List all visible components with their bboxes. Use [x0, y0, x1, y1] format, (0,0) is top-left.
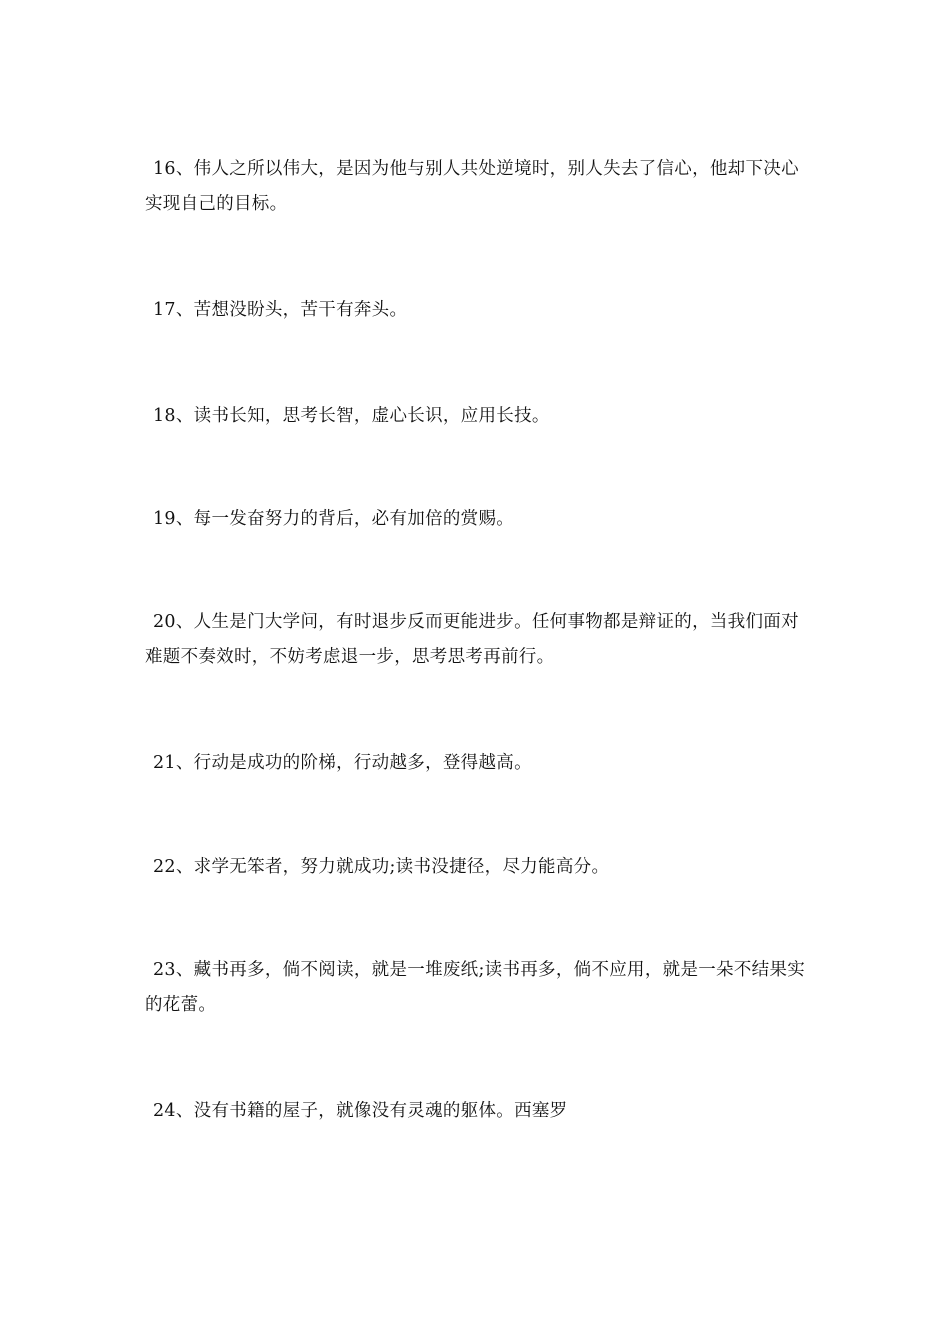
quote-20: 20、人生是门大学问，有时退步反而更能进步。任何事物都是辩证的，当我们面对难题不奏效时，不妨考虑退一步，思考思考再前行。: [145, 612, 799, 667]
quote-18: 18、读书长知，思考长智，虚心长识，应用长技。: [153, 406, 550, 426]
quote-23: 23、藏书再多，倘不阅读，就是一堆废纸;读书再多，倘不应用，就是一朵不结果实的花蕾。: [145, 960, 806, 1015]
quote-17: 17、苦想没盼头，苦干有奔头。: [153, 300, 408, 320]
quote-16: 16、伟人之所以伟大，是因为他与别人共处逆境时，别人失去了信心，他却下决心实现自己的目标。: [145, 159, 799, 214]
quote-24: 24、没有书籍的屋子，就像没有灵魂的躯体。西塞罗: [153, 1101, 568, 1121]
quote-19: 19、每一发奋努力的背后，必有加倍的赏赐。: [153, 509, 515, 529]
quote-21: 21、行动是成功的阶梯，行动越多，登得越高。: [153, 753, 532, 773]
quote-22: 22、求学无笨者，努力就成功;读书没捷径，尽力能高分。: [153, 857, 610, 877]
